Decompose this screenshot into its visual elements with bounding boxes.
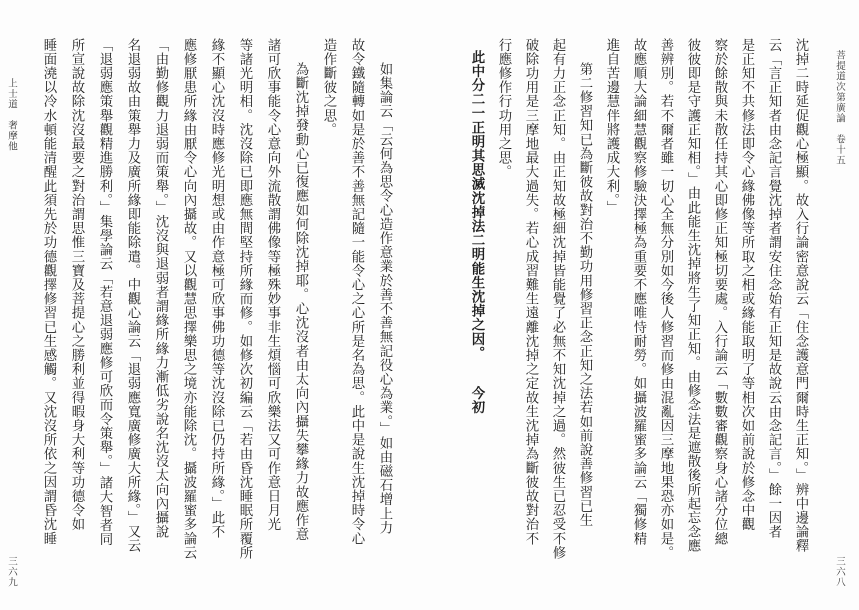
text-column: 彼彼即是守護正知相。」由此能生沈掉將生了知正知。由修念法是遮散後所起忘念應 [685, 38, 700, 553]
text-column: 起有力正念正知。由正知故極細沈掉皆能覺了必無不知沈掉之過。然彼生已忍受不修 [550, 38, 565, 560]
text-column: 所宣說故除沈沒最要之對治謂思惟三寶及菩提心之勝利並得暇身大利等功德令如 [69, 38, 84, 532]
text-column: 沈掉二時延促觀心極顯。故入行論密意說云「住念護意門爾時生正知。」辨中邊論釋 [793, 38, 808, 553]
text-column: 是正知不共修法即令心緣佛像等所取之相或緣能取明了等相次如前說於修念中觀 [739, 38, 754, 532]
text-column: 諸可欣事能令心意向外流散謂佛像等極殊妙事非生煩惱可欣樂法又可作意日月光 [265, 38, 280, 532]
page-number-left: 三六九 [6, 556, 17, 588]
running-head-right: 菩提道次第廣論 卷十五 [834, 50, 845, 166]
section-heading-text: 此中分二一正明其思滅沈掉法二明能生沈掉之因。 [469, 50, 485, 361]
text-column: 行應修作行功用之思。 [496, 38, 511, 179]
text-column: 進自苦邊慧伴將護成大利。」 [604, 38, 619, 215]
running-head-left: 上士道 奢摩他 [6, 78, 17, 152]
text-column: 云「言正知者由念記言覺沈掉者謂安住念始有正知是故說云由念記言。」餘一因者 [766, 38, 781, 539]
text-column: 故應順大論細慧觀察修驗決擇極為重要不應唯恃耐勞。如攝波羅蜜多論云「獨修精 [631, 38, 646, 546]
text-column: 破除功用是三摩地最大過失。若心成習難生遠離沈掉之定故生沈掉為斷彼故對治不 [523, 38, 538, 546]
text-column: 故令鐵隨轉如是於善不善無記隨一能令心之心所是名為思。此中是說生沈掉時令心 [349, 38, 364, 546]
text-column: 等諸光明相。沈沒除已即應無間堅持所緣而修。如修次初編云「若由昏沈睡眠所覆所 [237, 38, 252, 560]
text-column: 「退弱應策舉觀精進勝利。」集學論云「若意退弱應修可欣而令策舉。」諸大智者同 [97, 38, 112, 547]
text-column: 善辨別。若不爾者雖一切心全無分別如今後人修習而修由混亂因三摩地果恐亦如是。 [658, 38, 673, 560]
text-column: 為斷沈掉發動心已復應如何除沈掉耶。心沈沒者由太向內攝失攀緣力故應作意 [293, 62, 308, 542]
page-number-right: 三六八 [834, 556, 845, 588]
section-heading-tail: 今初 [469, 386, 485, 415]
text-column: 名退弱故由策舉力及廣所緣即能除遣。中觀心論云「退弱應寬廣修廣大所緣。」又云 [125, 38, 140, 553]
text-column: 「由勤修觀力退弱而策舉。」沈沒與退弱者謂緣所緣力漸低劣說名沈沒太向內攝說 [153, 38, 168, 539]
text-column: 應修厭患所緣由厭令心向內攝故。又以觀慧思擇樂思之境亦能除沈。攝波羅蜜多論云 [181, 38, 196, 560]
text-column: 如集論云「云何為思令心造作意業於善不善無記役心為業。」如由磁石增上力 [377, 62, 392, 535]
section-heading [469, 50, 484, 414]
text-column: 緣不顯心沈沒時應修光明想或由作意極可欣事佛功德等沈沒除已仍持所緣。」此不 [209, 38, 224, 539]
text-column: 造作斷彼之思。 [321, 38, 336, 137]
text-column: 第二修習知已為斷彼故對治不勤功用修習正念正知之法若如前說善修習已生 [577, 62, 592, 528]
text-column: 睡面澆以冷水頓能清醒此須先於功德觀擇修習已生感觸。又沈沒所依之因謂昏沈睡 [41, 38, 56, 546]
text-column: 察於餘散與未散任持其心即修正知極切要處。入行論云「數數審觀察身心諸分位總 [712, 38, 727, 546]
